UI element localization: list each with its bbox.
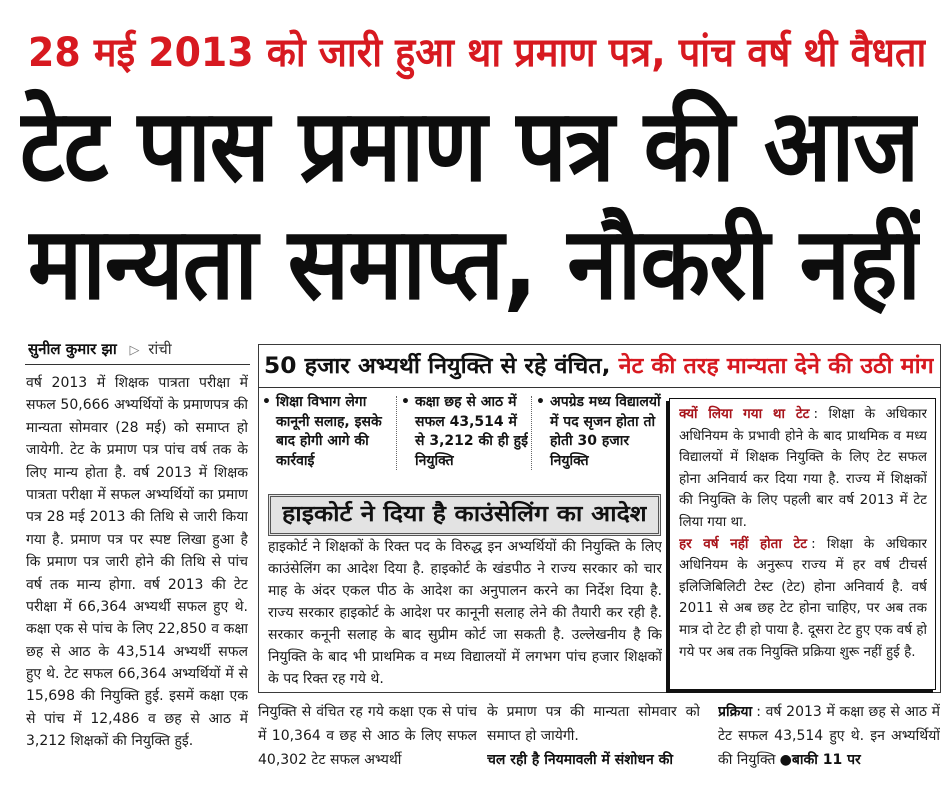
- highlight-bullet-text: शिक्षा विभाग लेगा कानूनी सलाह, इसके बाद होगी आगे की कार्रवाई: [276, 394, 382, 469]
- explainer-text: : शिक्षा के अधिकार अधिनियम के प्रभावी होने के बाद प्राथमिक व मध्य विद्यालयों में शिक्षक नियुक्ति के लिए टेट सफल होना अनिवार्य कर दिया गया है. राज्य में शिक्षकों की नियुक्ति के लिए पहली बार वर्ष 2013 में टेट लिया गया था.: [679, 406, 927, 530]
- infobox-header-red: नेट की तरह मान्यता देने की उठी मांग: [618, 354, 934, 379]
- bullet-divider: [531, 396, 532, 470]
- bullet-icon: [262, 393, 271, 413]
- subhead-paragraph: हाइकोर्ट ने शिक्षकों के रिक्त पद के विरुद्ध इन अभ्यर्थियों की नियुक्ति के लिए काउंसेलिंग का आदेश दिया है. हाइकोर्ट के खंडपीठ ने राज्य सरकार को चार माह के अंदर एकल पीठ के आदेश का अनुपालन करने का निर्देश दिया है. राज्य सरकार हाइकोर्ट के आदेश पर कानूनी सलाह लेने की तैयारी कर रही है. सरकार कनूनी सलाह के बाद सुप्रीम कोर्ट जा सकती है. उल्लेखनीय है कि नियुक्ति के बाद भी प्राथमिक व मध्य विद्यालयों में लगभग पांच हजार शिक्षकों के पद रिक्त रह गये थे.: [268, 539, 662, 687]
- explainer-paragraph-1: [679, 404, 927, 534]
- continuation-text: के प्रमाण पत्र की मान्यता सोमवार को समाप्त हो जायेगी.: [487, 704, 700, 745]
- byline-place: रांची: [148, 340, 172, 358]
- byline: [28, 336, 250, 362]
- infobox-header: [264, 348, 934, 386]
- continuation-column-3: [718, 700, 940, 782]
- explainer-paragraph-2: [679, 534, 927, 664]
- explainer-sidebar-body: [679, 404, 927, 685]
- infobox-header-black: 50 हजार अभ्यर्थी नियुक्ति से रहे वंचित,: [264, 354, 611, 379]
- continued-on-page-marker: ●बाकी 11 पर: [779, 752, 861, 769]
- play-triangle-icon: [129, 338, 139, 362]
- kicker-container: [28, 24, 926, 82]
- explainer-label: हर वर्ष नहीं होता टेट: [679, 535, 808, 552]
- highlight-bullet-text: अपग्रेड मध्य विद्यालयों में पद सृजन होता तो होती 30 हजार नियुक्ति: [550, 394, 661, 469]
- headline-line-2-container: [28, 204, 920, 324]
- explainer-label: क्यों लिया गया था टेट: [679, 406, 810, 422]
- highlight-bullet-3: [536, 393, 664, 473]
- bullet-icon: [536, 393, 545, 413]
- continuation-subhead-end: प्रक्रिया: [718, 704, 753, 720]
- headline-line-1-container: [20, 86, 918, 206]
- bullet-icon: [401, 393, 410, 413]
- kicker-headline: 28 मई 2013 को जारी हुआ था प्रमाण पत्र, पांच वर्ष थी वैधता: [28, 30, 926, 76]
- highlight-bullet-1: [262, 393, 392, 473]
- continuation-column-2: [487, 700, 700, 782]
- continuation-column-1: नियुक्ति से वंचित रह गये कक्षा एक से पांच में 10,364 व छह से आठ के लिए सफल 40,302 टेट सफल अभ्यर्थी: [258, 704, 477, 769]
- infobox-header-divider: [258, 387, 941, 388]
- byline-author: सुनील कुमार झा: [28, 340, 117, 358]
- highlight-bullet-text: कक्षा छह से आठ में सफल 43,514 में से 3,212 की ही हुई नियुक्ति: [415, 394, 528, 469]
- explainer-text: : शिक्षा के अधिकार अधिनियम के अनुरूप राज्य में हर वर्ष टीचर्स इलिजिबिलिटी टेस्ट (टेट) होना अनिवार्य है. वर्ष 2011 से अब छह टेट होना चाहिए, पर अब तक मात्र दो टेट ही हो पाया है. दूसरा टेट हुए एक वर्ष हो गये पर अब तक नियुक्ति प्रक्रिया शुरू नहीं हुई है.: [679, 535, 927, 660]
- infobox-header-container: [264, 348, 934, 386]
- headline-line-2: मान्यता समाप्त, नौकरी नहीं: [28, 205, 920, 322]
- subhead-title: हाइकोर्ट ने दिया है काउंसेलिंग का आदेश: [282, 502, 647, 527]
- subhead-box: [268, 494, 661, 536]
- lead-column: वर्ष 2013 में शिक्षक पात्रता परीक्षा में सफल 50,666 अभ्यर्थियों के प्रमाणपत्र की मान्यता सोमवार (28 मई) को समाप्त हो जायेगी. टेट के प्रमाण पत्र पांच वर्ष तक के लिए मान्य होता है. वर्ष 2013 में शिक्षक पात्रता परीक्षा में सफल अभ्यर्थियों का प्रमाण पत्र 28 मई 2013 की तिथि से जारी किया गया है. प्रमाण पत्र पर स्पष्ट लिखा हुआ है कि प्रमाण पत्र जारी होने की तिथि से पांच वर्ष तक मान्य होगा. वर्ष 2013 की टेट परीक्षा में 66,364 अभ्यर्थी सफल हुए थे. कक्षा एक से पांच के लिए 22,850 व कक्षा छह से आठ के 43,514 अभ्यर्थी सफल हुए थे. टेट सफल 66,364 अभ्यर्थियों में से 15,698 की नियुक्ति हुई. इसमें कक्षा एक से पांच में 12,486 व छह से आठ में 3,212 शिक्षकों की नियुक्ति हुई.: [26, 375, 248, 750]
- headline-line-1: टेट पास प्रमाण पत्र की आज: [20, 87, 918, 204]
- continuation-subhead: चल रही है नियमावली में संशोधन की: [487, 752, 674, 769]
- highlight-bullet-2: [401, 393, 528, 473]
- subhead-container: [282, 497, 647, 533]
- continuation-text: : वर्ष 2013 में कक्षा छह से आठ में टेट सफल 43,514 हुए थे. इन अभ्यर्थियों की नियुक्ति: [718, 704, 940, 769]
- bullet-divider: [396, 396, 397, 470]
- byline-divider: [25, 364, 250, 365]
- explainer-sidebar: [669, 398, 936, 690]
